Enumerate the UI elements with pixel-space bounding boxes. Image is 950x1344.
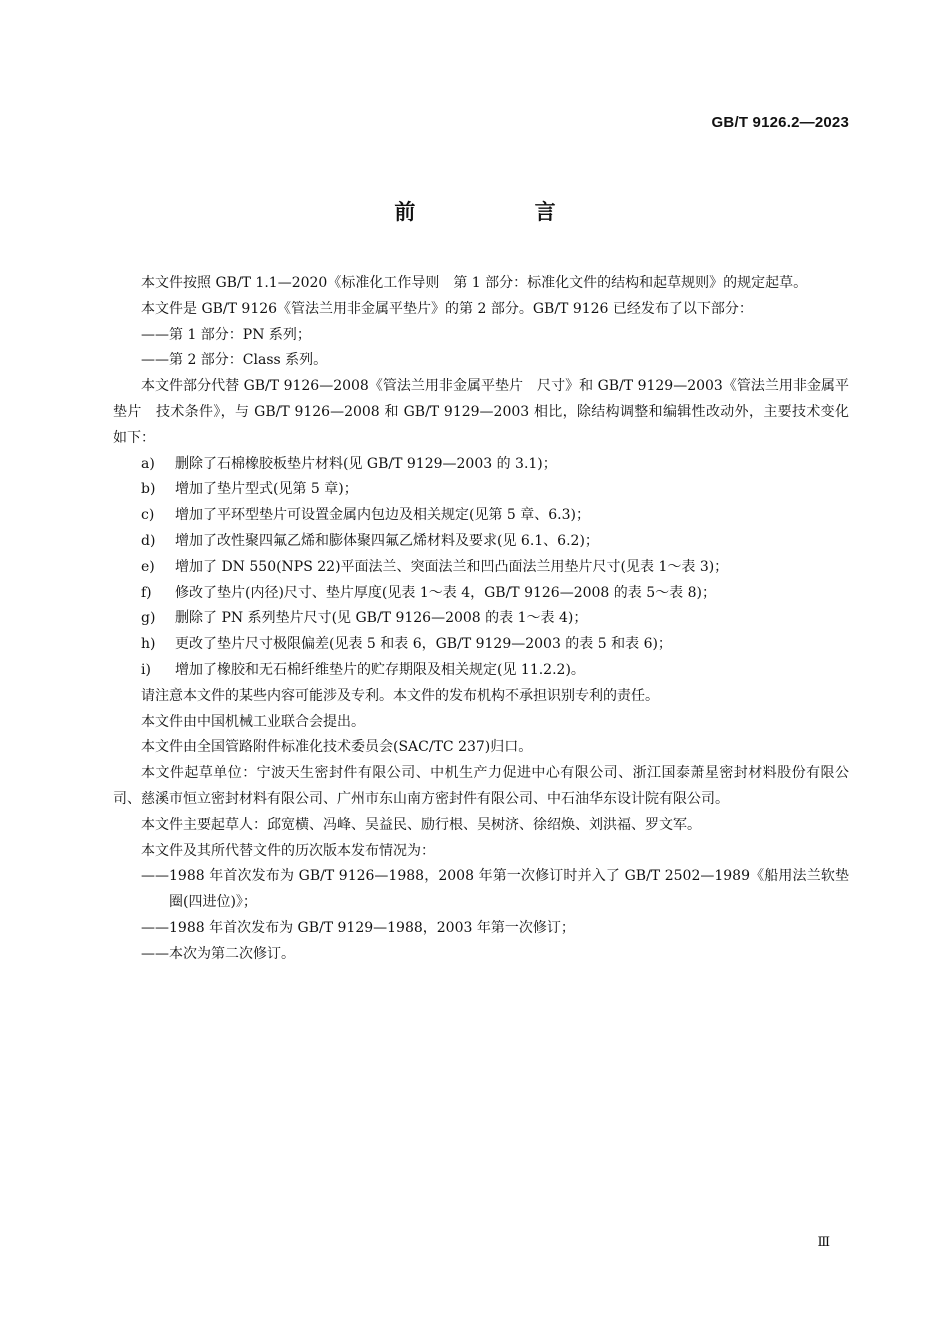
paragraph-drafting-rules: 本文件按照 GB/T 1.1—2020《标准化工作导则 第 1 部分：标准化文件的结构和起草规则》的规定起草。 <box>141 275 808 291</box>
change-list-item <box>113 658 849 684</box>
change-label: f) <box>141 584 152 601</box>
change-text: 增加了 DN 550(NPS 22)平面法兰、突面法兰和凹凸面法兰用垫片尺寸(见表 1～表 3)； <box>175 558 729 575</box>
paragraph-drafting-units: 本文件起草单位：宁波天生密封件有限公司、中机生产力促进中心有限公司、浙江国泰萧星密封材料股份有限公司、慈溪市恒立密封材料有限公司、广州市东山南方密封件有限公司、中石油华东设计院有限公司。 <box>113 765 849 807</box>
paragraph-replacement: 本文件部分代替 GB/T 9126—2008《管法兰用非金属平垫片 尺寸》和 GB/T 9129—2003《管法兰用非金属平垫片 技术条件》，与 GB/T 9126—2008 和 GB/T 9129—2003 相比，除结构调整和编辑性改动外，主要技术变化如下： <box>113 378 849 446</box>
history-list-item: ——1988 年首次发布为 GB/T 9126—1988，2008 年第一次修订时并入了 GB/T 2502—1989《船用法兰软垫圈(四进位)》； <box>141 868 849 911</box>
paragraph-patent-notice: 请注意本文件的某些内容可能涉及专利。本文件的发布机构不承担识别专利的责任。 <box>141 687 659 704</box>
page-number: Ⅲ <box>817 1235 830 1250</box>
document-id: GB/T 9126.2—2023 <box>711 114 849 131</box>
change-list-item <box>113 632 849 658</box>
part-list-item: ——第 1 部分：PN 系列； <box>141 326 311 343</box>
change-text: 增加了橡胶和无石棉纤维垫片的贮存期限及相关规定(见 11.2.2)。 <box>175 661 585 678</box>
change-text: 修改了垫片(内径)尺寸、垫片厚度(见表 1～表 4，GB/T 9126—2008 的表 5～表 8)； <box>175 584 716 601</box>
change-text: 增加了垫片型式(见第 5 章)； <box>175 481 358 498</box>
change-list-item <box>113 452 849 478</box>
change-label: e) <box>141 558 155 575</box>
change-label: b) <box>141 481 156 498</box>
change-label: d) <box>141 532 156 549</box>
change-label: a) <box>141 455 155 472</box>
paragraph-committee: 本文件由全国管路附件标准化技术委员会(SAC/TC 237)归口。 <box>141 739 533 756</box>
paragraph-drafters: 本文件主要起草人：邱宽横、冯峰、吴益民、励行根、吴树济、徐绍焕、刘洪福、罗文军。 <box>141 816 701 833</box>
change-list-item <box>113 581 849 607</box>
page-title: 前 言 <box>394 200 612 224</box>
paragraph-history-intro: 本文件及其所代替文件的历次版本发布情况为： <box>141 842 435 859</box>
change-list-item <box>113 503 849 529</box>
change-label: c) <box>141 507 155 524</box>
paragraph-proposer: 本文件由中国机械工业联合会提出。 <box>141 713 365 730</box>
paragraph-part-info: 本文件是 GB/T 9126《管法兰用非金属平垫片》的第 2 部分。GB/T 9126 已经发布了以下部分： <box>141 300 753 317</box>
history-list-item: ——本次为第二次修订。 <box>141 945 295 962</box>
change-text: 增加了平环型垫片可设置金属内包边及相关规定(见第 5 章、6.3)； <box>175 507 590 524</box>
part-list-item: ——第 2 部分：Class 系列。 <box>141 352 328 369</box>
change-list-item <box>113 555 849 581</box>
change-label: i) <box>141 661 151 678</box>
change-text: 增加了改性聚四氟乙烯和膨体聚四氟乙烯材料及要求(见 6.1、6.2)； <box>175 532 599 549</box>
change-list-item <box>113 606 849 632</box>
change-list-item <box>113 529 849 555</box>
document-body <box>113 271 849 968</box>
change-label: h) <box>141 636 156 653</box>
change-list-item <box>113 477 849 503</box>
change-label: g) <box>141 610 156 627</box>
history-list-item: ——1988 年首次发布为 GB/T 9129—1988，2003 年第一次修订； <box>141 919 575 936</box>
change-text: 删除了石棉橡胶板垫片材料(见 GB/T 9129—2003 的 3.1)； <box>175 455 557 472</box>
change-text: 删除了 PN 系列垫片尺寸(见 GB/T 9126—2008 的表 1～表 4)； <box>175 610 588 627</box>
change-text: 更改了垫片尺寸极限偏差(见表 5 和表 6，GB/T 9129—2003 的表 5 和表 6)； <box>175 636 672 653</box>
